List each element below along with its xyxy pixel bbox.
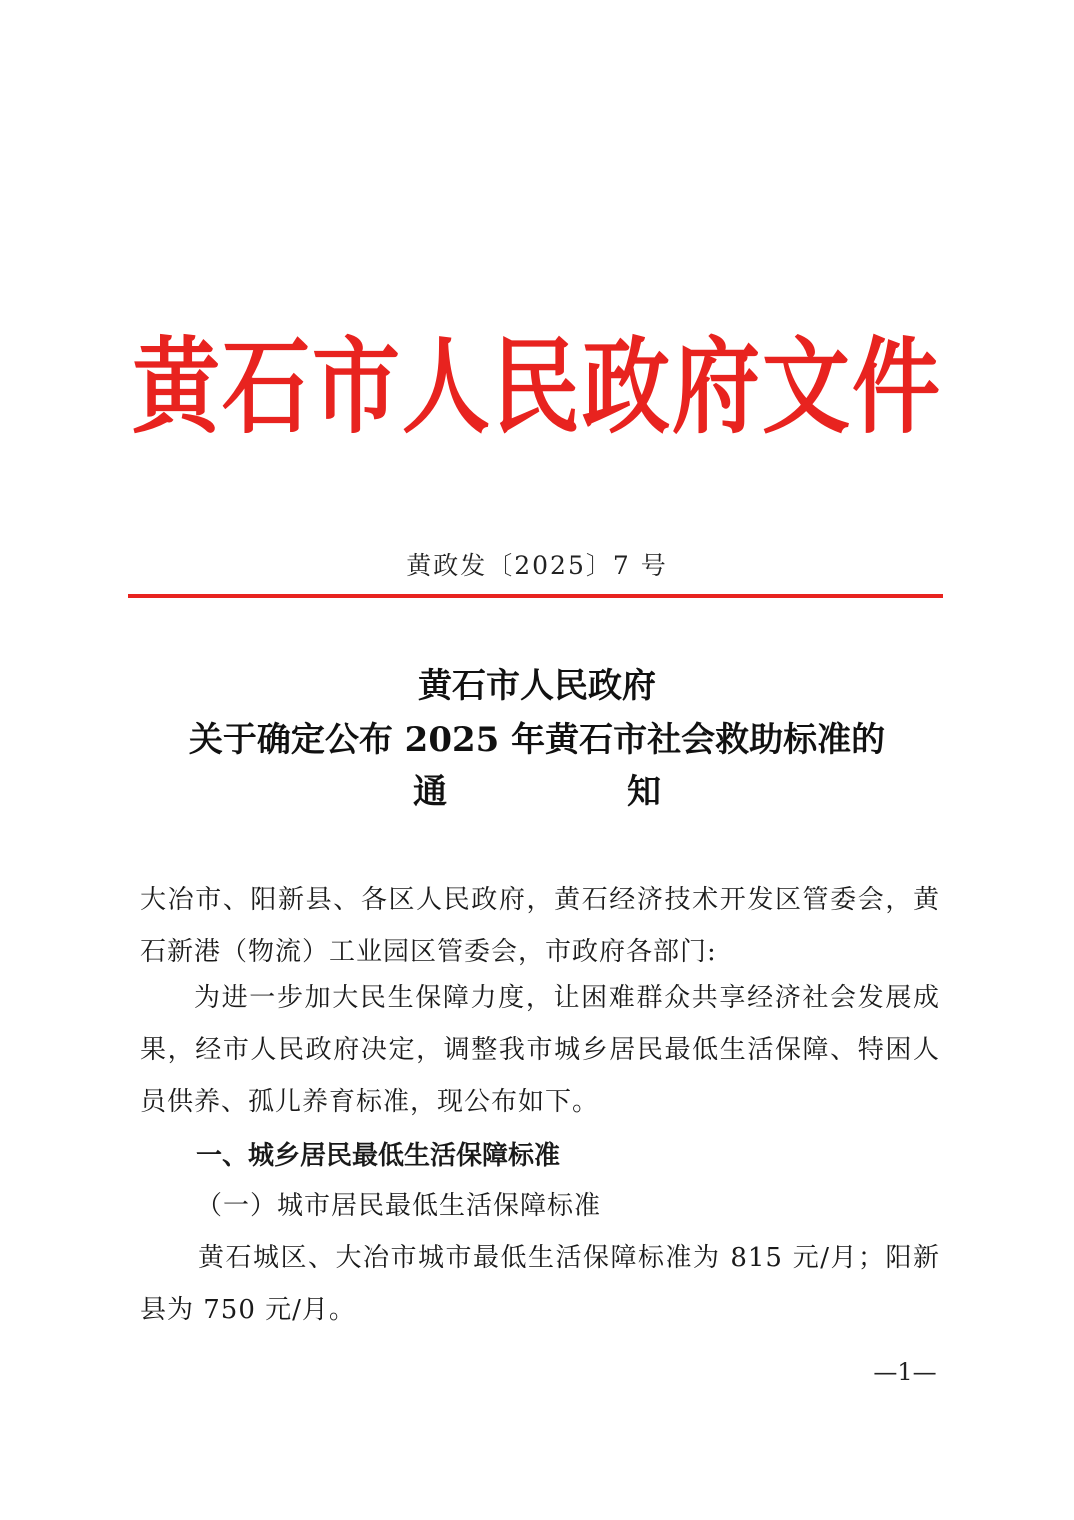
subsection-paragraph: 黄石城区、大冶市城市最低生活保障标准为 815 元/月；阳新县为 750 元/月。: [140, 1243, 940, 1325]
title-line-1: 黄石市人民政府: [418, 666, 656, 706]
page-number: —1—: [873, 1358, 937, 1386]
title-line-2: 关于确定公布 2025 年黄石市社会救助标准的: [188, 720, 886, 760]
addressees-paragraph: 大冶市、阳新县、各区人民政府，黄石经济技术开发区管委会，黄石新港（物流）工业园区管委会，市政府各部门:: [140, 885, 940, 967]
title-spacer: [447, 770, 627, 814]
document-masthead: 黄石市人民政府文件: [131, 326, 942, 448]
title-char-left: 通: [413, 772, 447, 812]
subsection-heading: （一）城市居民最低生活保障标准: [196, 1191, 602, 1221]
document-number: 黄政发〔2025〕7 号: [406, 551, 668, 580]
intro-paragraph: 为进一步加大民生保障力度，让困难群众共享经济社会发展成果，经市人民政府决定，调整我市城乡居民最低生活保障、特困人员供养、孤儿养育标准，现公布如下。: [140, 983, 940, 1117]
section-heading: 一、城乡居民最低生活保障标准: [196, 1141, 561, 1171]
title-char-right: 知: [627, 772, 661, 812]
title-line-3: [0, 770, 1074, 814]
red-divider-line: [128, 594, 943, 598]
